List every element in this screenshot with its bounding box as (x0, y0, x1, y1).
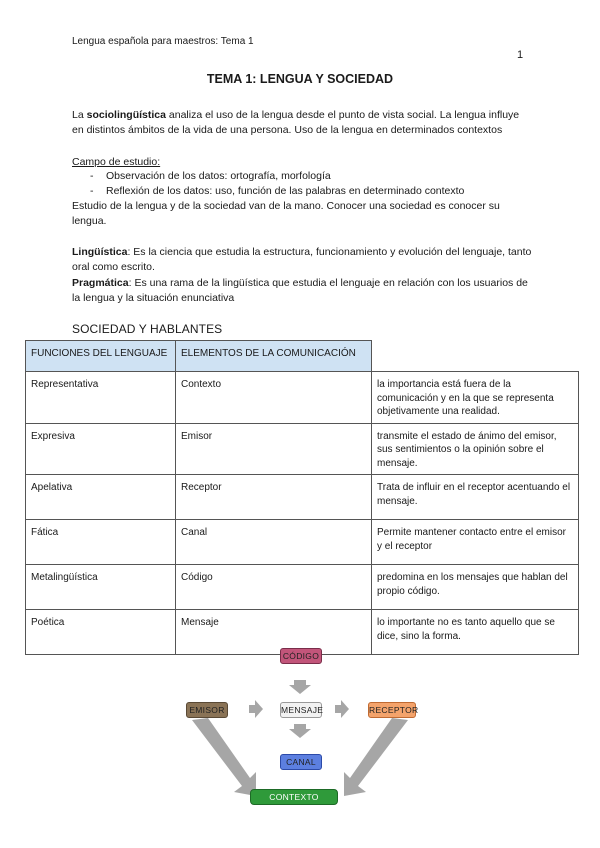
cell-descripcion: la importancia está fuera de la comunicación y en la que se representa objetivamente una realidad. (372, 372, 579, 424)
document-title: TEMA 1: LENGUA Y SOCIEDAD (206, 72, 394, 86)
canal-box: CANAL (280, 754, 322, 770)
emisor-box: EMISOR (186, 702, 228, 718)
arrow-right-icon (335, 700, 349, 718)
contexto-box: CONTEXTO (250, 789, 338, 805)
functions-table (25, 340, 579, 655)
paragraph-sociedad: Estudio de la lengua y de la sociedad van de la mano. Conocer una sociedad es conocer su lengua. (72, 200, 500, 228)
cell-elemento: Código (176, 565, 372, 610)
term-sociolinguistica: sociolingüística (86, 109, 166, 121)
arrow-down-icon (289, 724, 311, 738)
arrow-diagonal-icon (344, 718, 408, 796)
term-linguistica: Lingüística (72, 246, 128, 258)
definition-pragmatica: Pragmática: Es una rama de la lingüística que estudia el lenguaje en relación con los usuarios de la lengua y la situación enunciativa (72, 277, 528, 305)
table-row (26, 475, 579, 520)
page-number: 1 (517, 49, 524, 61)
definition-linguistica: Lingüística: Es la ciencia que estudia la estructura, funcionamiento y evolución del lenguaje, tanto oral como escrito. (72, 246, 532, 274)
cell-elemento: Receptor (176, 475, 372, 520)
cell-elemento: Contexto (176, 372, 372, 424)
intro-paragraph: La sociolingüística analiza el uso de la lengua desde el punto de vista social. La lengua influye en distintos ámbitos de la vida de una persona. Uso de la lengua en determinados contextos (72, 109, 520, 137)
receptor-box: RECEPTOR (368, 702, 416, 718)
cell-funcion: Metalingüística (26, 565, 176, 610)
list-item: - Reflexión de los datos: uso, función de las palabras en determinado contexto (90, 185, 465, 197)
cell-descripcion: predomina en los mensajes que hablan del propio código. (372, 565, 579, 610)
mensaje-box: MENSAJE (280, 702, 322, 718)
arrow-down-icon (289, 680, 311, 694)
diagram-arrows (170, 638, 430, 813)
cell-descripcion: lo importante no es tanto aquello que se dice, sino la forma. (372, 610, 579, 655)
arrow-diagonal-icon (192, 718, 256, 796)
codigo-box: CÓDIGO (280, 648, 322, 664)
header-empty (372, 341, 579, 372)
cell-descripcion: Trata de influir en el receptor acentuando el mensaje. (372, 475, 579, 520)
cell-funcion: Expresiva (26, 423, 176, 475)
cell-descripcion: Permite mantener contacto entre el emisor y el receptor (372, 520, 579, 565)
cell-funcion: Fática (26, 520, 176, 565)
header-funciones: FUNCIONES DEL LENGUAJE (26, 341, 176, 372)
cell-elemento: Mensaje (176, 610, 372, 655)
cell-funcion: Representativa (26, 372, 176, 424)
cell-elemento: Canal (176, 520, 372, 565)
arrow-right-icon (249, 700, 263, 718)
cell-funcion: Apelativa (26, 475, 176, 520)
cell-funcion: Poética (26, 610, 176, 655)
table-header-row (26, 341, 579, 372)
table-row (26, 565, 579, 610)
cell-descripcion: transmite el estado de ánimo del emisor, sus sentimientos o la opinión sobre el mensaje. (372, 423, 579, 475)
term-pragmatica: Pragmática (72, 277, 129, 289)
campo-label: Campo de estudio: (72, 156, 161, 168)
section-title: SOCIEDAD Y HABLANTES (72, 322, 223, 336)
running-header: Lengua española para maestros: Tema 1 (72, 36, 254, 47)
communication-diagram (170, 638, 430, 813)
header-elementos: ELEMENTOS DE LA COMUNICACIÓN (176, 341, 372, 372)
table-row (26, 372, 579, 424)
table-row (26, 423, 579, 475)
table-row (26, 520, 579, 565)
list-item: - Observación de los datos: ortografía, morfología (90, 170, 331, 182)
cell-elemento: Emisor (176, 423, 372, 475)
